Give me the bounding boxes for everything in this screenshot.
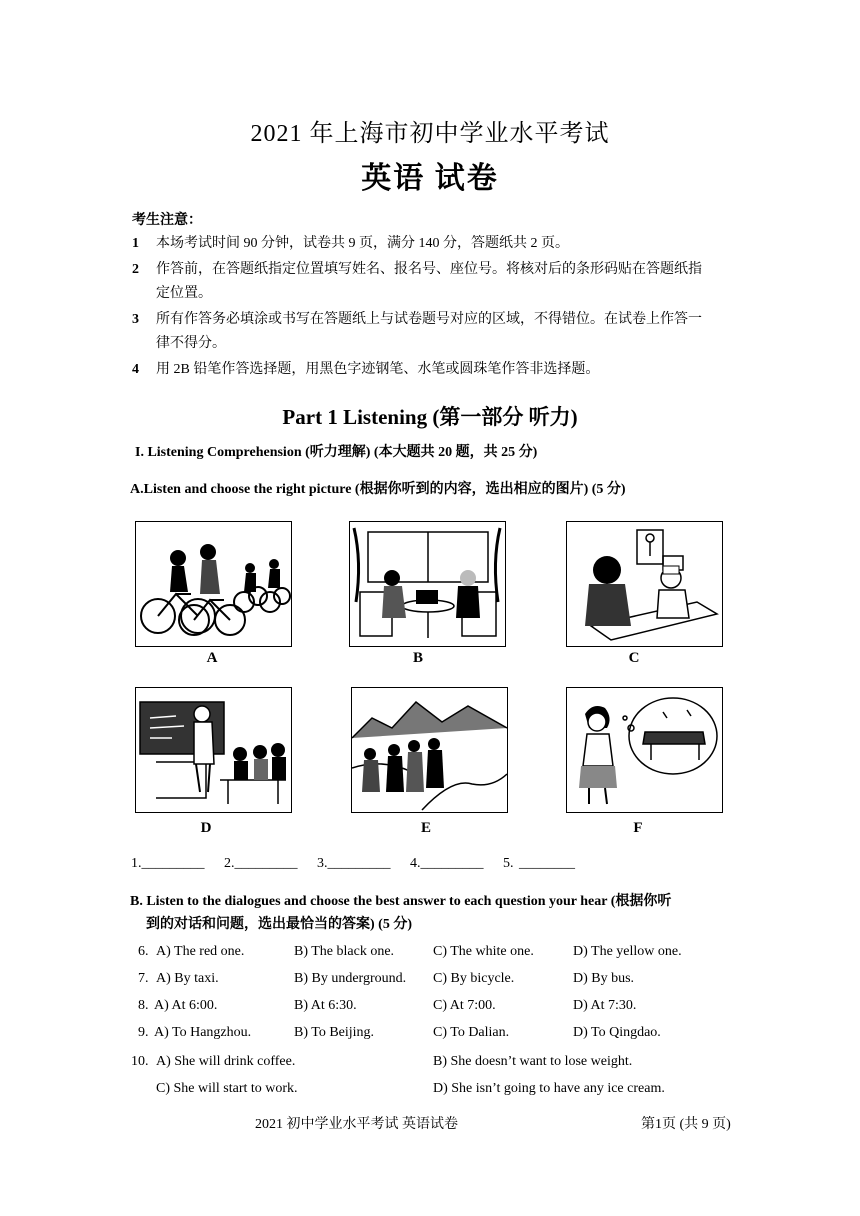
piano-dream-scene-icon	[567, 688, 722, 812]
footer-exam-name: 2021 初中学业水平考试 英语试卷	[255, 1117, 458, 1132]
footer-page-number: 第1页 (共 9 页)	[641, 1117, 731, 1132]
picture-label: A	[206, 650, 218, 666]
notice-item	[132, 232, 712, 256]
picture-f	[566, 687, 723, 813]
notice-number: 1	[132, 236, 139, 251]
option-c[interactable]: C) She will start to work.	[156, 1081, 298, 1096]
doctor-scene-icon	[567, 522, 722, 646]
notice-item	[132, 258, 712, 306]
option-d[interactable]: D) At 7:30.	[573, 998, 637, 1013]
answer-blank[interactable]: 4._________	[410, 856, 484, 871]
option-a[interactable]: A) At 6:00.	[154, 998, 218, 1013]
section-b-line2: 到的对话和问题，选出最恰当的答案) (5 分)	[146, 917, 412, 932]
option-b[interactable]: B) By underground.	[294, 971, 407, 986]
option-c[interactable]: C) The white one.	[433, 944, 534, 959]
option-d[interactable]: D) To Qingdao.	[573, 1025, 661, 1040]
notice-number: 4	[132, 362, 139, 377]
option-a[interactable]: A) To Hangzhou.	[154, 1025, 252, 1040]
option-d[interactable]: D) The yellow one.	[573, 944, 682, 959]
notice-item	[132, 358, 712, 382]
notice-text: 用 2B 铅笔作答选择题，用黑色字迹钢笔、水笔或圆珠笔作答非选择题。	[156, 362, 600, 377]
classroom-scene-icon	[136, 688, 291, 812]
section-a-heading: A.Listen and choose the right picture (根据你听到的内容，选出相应的图片) (5 分)	[130, 482, 626, 497]
picture-e	[351, 687, 508, 813]
section-i-heading: I. Listening Comprehension (听力理解) (本大题共 20 题，共 25 分)	[135, 445, 538, 460]
notice-text: 本场考试时间 90 分钟，试卷共 9 页，满分 140 分，答题纸共 2 页。	[156, 236, 569, 251]
option-d[interactable]: D) She isn’t going to have any ice cream.	[433, 1081, 665, 1096]
picture-label: D	[200, 820, 212, 836]
notice-number: 3	[132, 312, 139, 327]
picture-label: B	[412, 650, 423, 666]
option-c[interactable]: C) At 7:00.	[433, 998, 496, 1013]
answer-blanks	[131, 856, 589, 872]
notice-heading: 考生注意：	[132, 213, 202, 228]
picture-d	[135, 687, 292, 813]
exam-subtitle: 英语 试卷	[361, 162, 499, 195]
picture-label: E	[420, 820, 431, 836]
question-number: 10.	[131, 1054, 149, 1069]
question-number: 9.	[138, 1025, 149, 1040]
option-b[interactable]: B) The black one.	[294, 944, 395, 959]
question-number: 8.	[138, 998, 149, 1013]
notice-text: 所有作答务必填涂或书写在答题纸上与试卷题号对应的区域，不得错位。在试卷上作答一律不得分。	[156, 312, 702, 351]
option-b[interactable]: B) To Beijing.	[294, 1025, 375, 1040]
option-c[interactable]: C) To Dalian.	[433, 1025, 510, 1040]
option-d[interactable]: D) By bus.	[573, 971, 635, 986]
option-b[interactable]: B) At 6:30.	[294, 998, 357, 1013]
option-a[interactable]: A) By taxi.	[156, 971, 219, 986]
part1-title: Part 1 Listening (第一部分 听力)	[282, 405, 578, 429]
notice-number: 2	[132, 262, 139, 277]
notice-text: 作答前，在答题纸指定位置填写姓名、报名号、座位号。将核对后的条形码贴在答题纸指定位置。	[156, 262, 702, 301]
notice-item	[132, 308, 712, 356]
picture-label: F	[633, 820, 643, 836]
answer-blank[interactable]: 3._________	[317, 856, 391, 871]
picture-c	[566, 521, 723, 647]
option-a[interactable]: A) The red one.	[156, 944, 245, 959]
option-b[interactable]: B) She doesn’t want to lose weight.	[433, 1054, 633, 1069]
picture-a	[135, 521, 292, 647]
picture-b	[349, 521, 506, 647]
exam-title: 2021 年上海市初中学业水平考试	[250, 121, 610, 147]
picture-label: C	[628, 650, 640, 666]
question-number: 6.	[138, 944, 149, 959]
section-b-line1: B. Listen to the dialogues and choose the best answer to each question your hear (根据你听	[130, 894, 672, 909]
hiking-scene-icon	[352, 688, 507, 812]
cafe-scene-icon	[350, 522, 505, 646]
option-a[interactable]: A) She will drink coffee.	[156, 1054, 296, 1069]
answer-blank[interactable]: 2._________	[224, 856, 298, 871]
section-b-heading	[130, 890, 730, 936]
cycling-scene-icon	[136, 522, 291, 646]
question-number: 7.	[138, 971, 149, 986]
option-c[interactable]: C) By bicycle.	[433, 971, 515, 986]
answer-blank[interactable]: 1._________	[131, 856, 205, 871]
answer-blank[interactable]: 5. ________	[503, 856, 575, 871]
